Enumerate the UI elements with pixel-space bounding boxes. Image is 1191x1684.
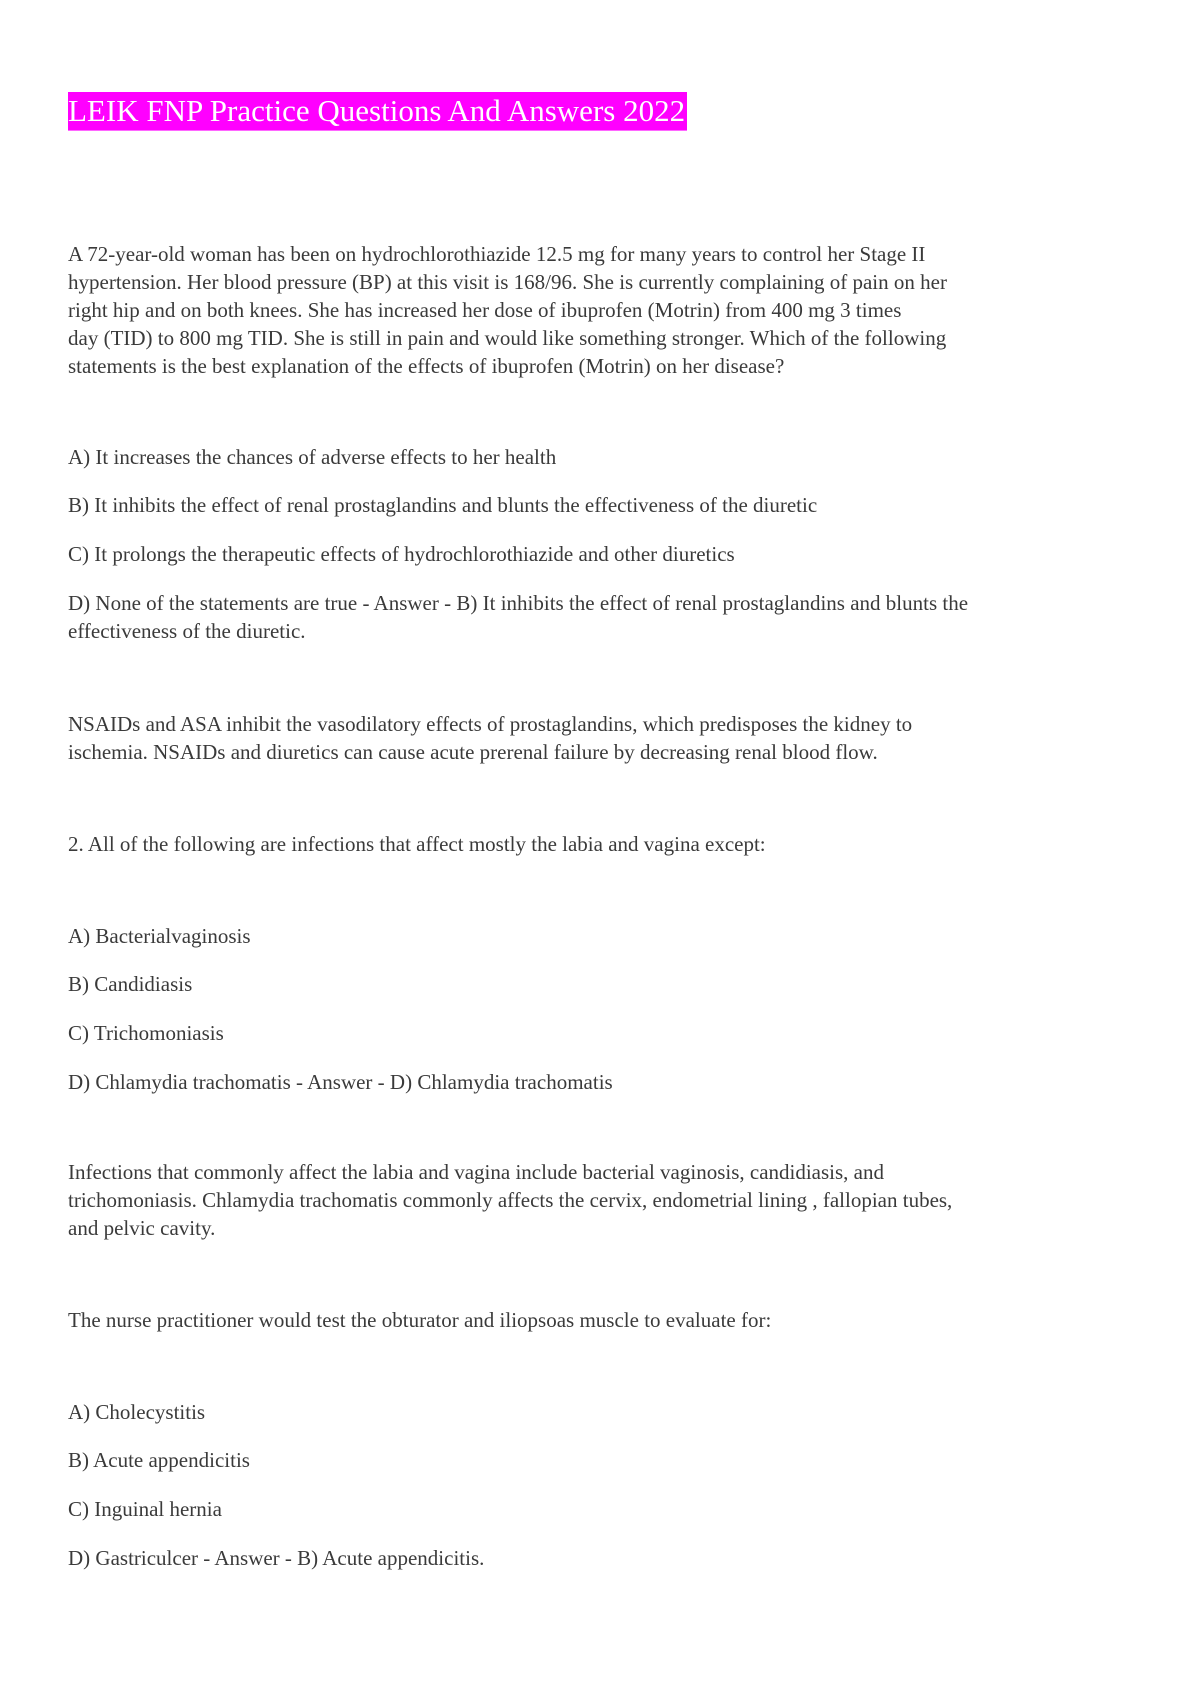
q2-option-a: A) Bacterialvaginosis bbox=[68, 924, 251, 948]
q3-stem: The nurse practitioner would test the obturator and iliopsoas muscle to evaluate for: bbox=[68, 1308, 772, 1332]
q1-option-b: B) It inhibits the effect of renal prostaglandins and blunts the effectiveness of the diuretic bbox=[68, 493, 818, 517]
q3-option-b: B) Acute appendicitis bbox=[68, 1448, 250, 1472]
q1-stem-line-5: statements is the best explanation of the effects of ibuprofen (Motrin) on her disease? bbox=[68, 354, 785, 378]
q1-option-d-line-1: D) None of the statements are true - Answer - B) It inhibits the effect of renal prostaglandins and blunts the bbox=[68, 591, 969, 615]
document-title: LEIK FNP Practice Questions And Answers 2022 bbox=[68, 92, 687, 131]
q1-stem-line-4: day (TID) to 800 mg TID. She is still in pain and would like something stronger. Which of the following bbox=[68, 326, 947, 350]
q2-option-d: D) Chlamydia trachomatis - Answer - D) Chlamydia trachomatis bbox=[68, 1070, 613, 1094]
q2-option-b: B) Candidiasis bbox=[68, 972, 193, 996]
q2-rationale-line-1: Infections that commonly affect the labia and vagina include bacterial vaginosis, candidiasis, and bbox=[68, 1160, 885, 1184]
q1-stem-line-3: right hip and on both knees. She has increased her dose of ibuprofen (Motrin) from 400 mg 3 times bbox=[68, 298, 902, 322]
q3-option-a: A) Cholecystitis bbox=[68, 1400, 206, 1424]
q3-option-c: C) Inguinal hernia bbox=[68, 1497, 222, 1521]
q2-option-c: C) Trichomoniasis bbox=[68, 1021, 224, 1045]
q1-option-a: A) It increases the chances of adverse effects to her health bbox=[68, 445, 557, 469]
q2-rationale-line-3: and pelvic cavity. bbox=[68, 1216, 216, 1240]
q1-option-d-line-2: effectiveness of the diuretic. bbox=[68, 619, 306, 643]
q1-stem-line-1: A 72-year-old woman has been on hydrochlorothiazide 12.5 mg for many years to control her Stage II bbox=[68, 242, 926, 266]
q1-option-c: C) It prolongs the therapeutic effects of hydrochlorothiazide and other diuretics bbox=[68, 542, 735, 566]
q3-option-d: D) Gastriculcer - Answer - B) Acute appendicitis. bbox=[68, 1546, 485, 1570]
q1-rationale-line-2: ischemia. NSAIDs and diuretics can cause acute prerenal failure by decreasing renal blood flow. bbox=[68, 740, 878, 764]
q1-stem-line-2: hypertension. Her blood pressure (BP) at this visit is 168/96. She is currently complaining of pain on her bbox=[68, 270, 947, 294]
q2-stem: 2. All of the following are infections that affect mostly the labia and vagina except: bbox=[68, 832, 766, 856]
q2-rationale-line-2: trichomoniasis. Chlamydia trachomatis commonly affects the cervix, endometrial lining , fallopian tubes, bbox=[68, 1188, 953, 1212]
q1-rationale-line-1: NSAIDs and ASA inhibit the vasodilatory effects of prostaglandins, which predisposes the kidney to bbox=[68, 712, 913, 736]
